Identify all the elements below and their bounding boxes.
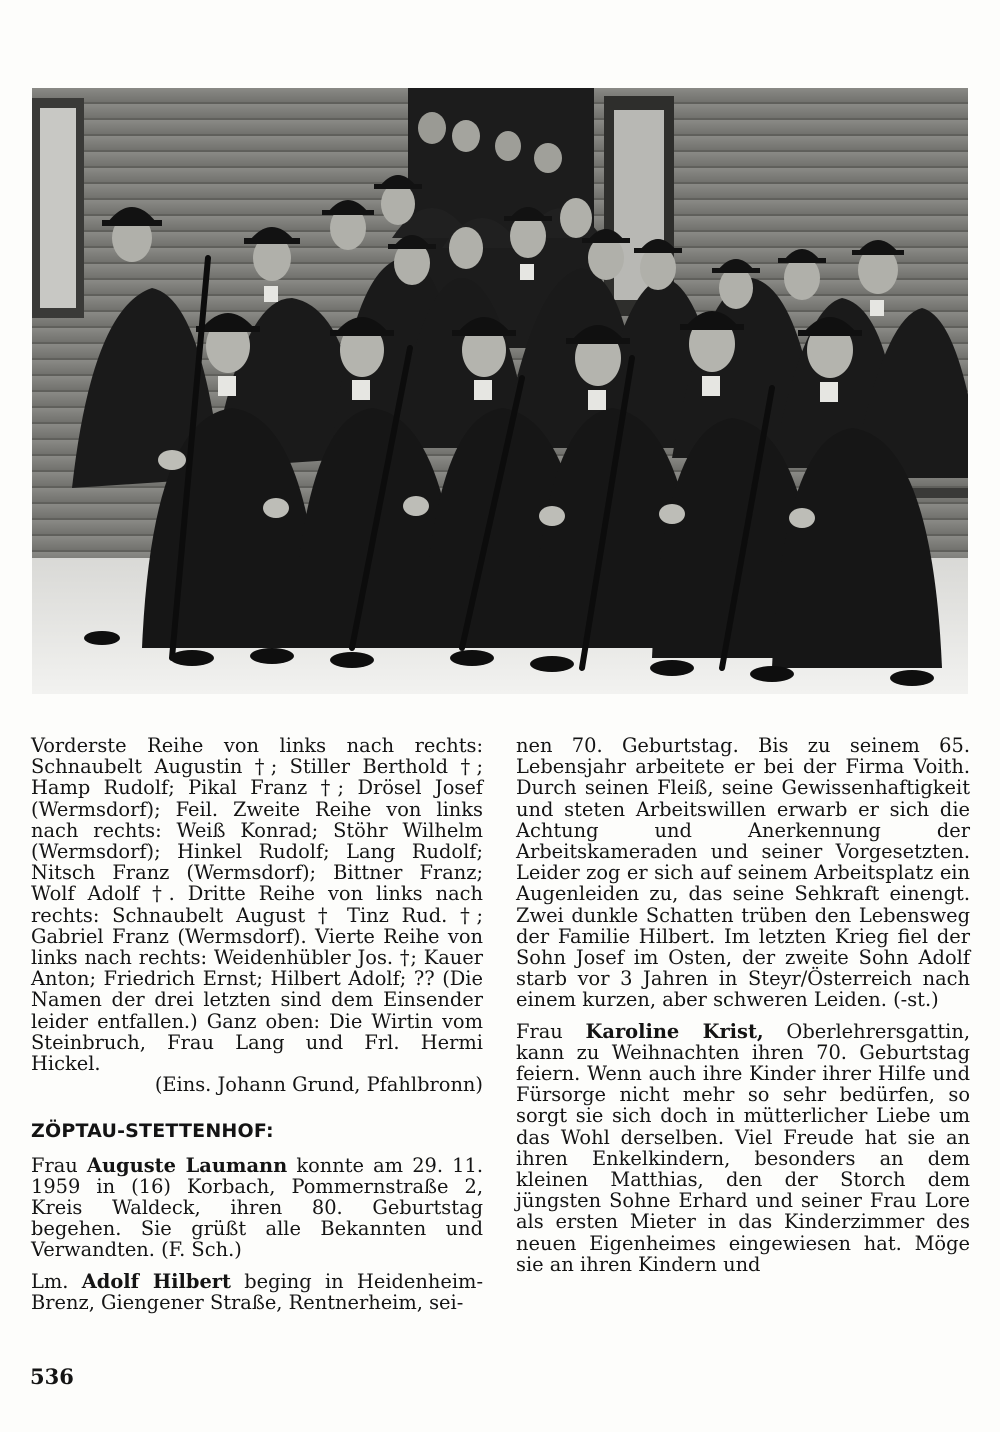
page-number: 536	[30, 1364, 74, 1389]
left-column	[31, 735, 483, 1313]
right-column	[516, 735, 970, 1275]
group-photograph	[32, 88, 968, 694]
article-hilbert	[31, 1271, 483, 1313]
person-name: Karoline Krist,	[585, 1019, 764, 1043]
article-hilbert-continued: nen 70. Geburtstag. Bis zu seinem 65. Lebensjahr arbeitete er bei der Firma Voith. Durch seinen Fleiß, seine Gewissenhaftigkeit und steten Arbeitswillen erwarb er sich die Achtung und Anerkennung der Arbeitskameraden und seiner Vorgesetzten. Leider zog er sich auf seinem Arbeitsplatz ein Augenleiden zu, das seine Sehkraft einengt. Zwei dunkle Schatten trüben den Lebensweg der Familie Hilbert. Im letzten Krieg fiel der Sohn Josef im Osten, der zweite Sohn Adolf starb vor 3 Jahren in Steyr/Österreich nach einem kurzen, aber schweren Leiden. (-st.)	[516, 734, 970, 1012]
person-name: Auguste Laumann	[86, 1153, 288, 1177]
person-name: Adolf Hilbert	[81, 1269, 231, 1293]
article-text: beging in Heidenheim-Brenz, Giengener Straße, Rentnerheim, sei-	[31, 1269, 483, 1314]
photo-caption: Vorderste Reihe von links nach rechts: Schnaubelt Augustin †; Stiller Berthold †; Hamp Rudolf; Pikal Franz †; Drösel Josef (Wermsdorf); Feil. Zweite Reihe von links nach rechts: Weiß Konrad; Stöhr Wilhelm (Wermsdorf); Hinkel Rudolf; Lang Rudolf; Nitsch Franz (Wermsdorf); Bittner Franz; Wolf Adolf †. Dritte Reihe von links nach rechts: Schnaubelt August † Tinz Rud. †; Gabriel Franz (Wermsdorf). Vierte Reihe von links nach rechts: Weidenhübler Jos. †; Kauer Anton; Friedrich Ernst; Hilbert Adolf; ?? (Die Namen der drei letzten sind dem Einsender leider entfallen.) Ganz oben: Die Wirtin vom Steinbruch, Frau Lang und Frl. Hermi Hickel.	[31, 734, 483, 1076]
prefix: Frau	[516, 1019, 586, 1043]
prefix: Lm.	[31, 1269, 82, 1293]
prefix: Frau	[31, 1153, 87, 1177]
article-text: konnte am 29. 11. 1959 in (16) Korbach, Pommernstraße 2, Kreis Waldeck, ihren 80. Geburtstag begehen. Sie grüßt alle Bekannten und Verwandten. (F. Sch.)	[31, 1153, 483, 1262]
group-photograph-image	[32, 88, 968, 694]
caption-signature: (Eins. Johann Grund, Pfahlbronn)	[154, 1073, 483, 1097]
article-laumann	[31, 1155, 483, 1261]
article-krist	[516, 1021, 970, 1275]
article-text: Oberlehrersgattin, kann zu Weihnachten ihren 70. Geburtstag feiern. Wenn auch ihre Kinder ihrer Hilfe und Fürsorge nicht mehr so sehr bedürfen, so sorgt sie sich doch in mütterlicher Liebe um das Wohl derselben. Viel Freude hat sie an ihren Enkelkindern, besonders an dem kleinen Matthias, den der Storch dem jüngsten Sohne Erhard und seiner Frau Lore als ersten Mieter in das Kinderzimmer des neuen Eigenheimes eingewiesen hat. Möge sie an ihren Kindern und	[516, 1019, 971, 1276]
section-heading: ZÖPTAU-STETTENHOF:	[31, 1120, 274, 1143]
